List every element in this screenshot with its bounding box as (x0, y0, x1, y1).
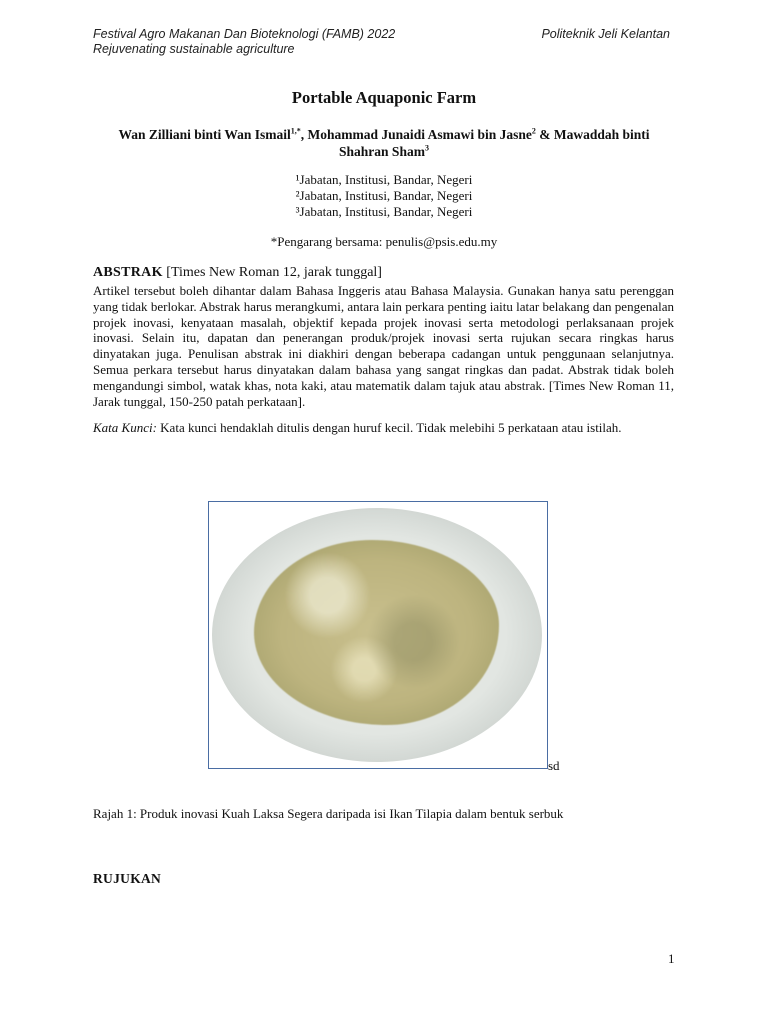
abstract-text: Artikel tersebut boleh dihantar dalam Bahasa Inggeris atau Bahasa Malaysia. Gunakan hanya satu perenggan yang tidak berlokar. Abstrak harus merangkumi, antara lain perkara penting iaitu latar belakang dan pengenalan projek inovasi, kenyataan masalah, objektif kepada projek inovasi serta metodologi perlaksanaan projek inovasi. Selain itu, dapatan dan penerangan produk/projek inovasi serta rujukan secara ringkas harus dinyatakan juga. Penulisan abstrak ini diakhiri dengan beberapa cadangan untuk penggunaan selanjutnya. Semua perkara tersebut harus dinyatakan dalam bahasa yang sangat ringkas dan padat. Abstrak tidak boleh mengandungi simbol, watak khas, nota kaki, atau matematik dalam tajuk atau abstrak. [Times New Roman 11, Jarak tunggal, 150-250 patah perkataan]. (93, 283, 674, 409)
abstract-heading: ABSTRAK (93, 265, 163, 280)
author-1-affiliation-mark: 1,* (290, 126, 301, 136)
author-1: Wan Zilliani binti Wan Ismail (118, 127, 291, 142)
figure-stray-text: sd (548, 758, 560, 773)
keywords-label: Kata Kunci: (93, 420, 157, 435)
references-heading: RUJUKAN (93, 871, 162, 886)
running-header-right: Politeknik Jeli Kelantan (541, 27, 670, 41)
corresponding-author: *Pengarang bersama: penulis@psis.edu.my (270, 234, 498, 249)
abstract-format-note: [Times New Roman 12, jarak tunggal] (166, 265, 382, 280)
affiliation-1: ¹Jabatan, Institusi, Bandar, Negeri (295, 172, 473, 187)
author-separator: , (300, 127, 308, 142)
paper-title: Portable Aquaponic Farm (291, 88, 477, 107)
running-header-left (93, 27, 395, 57)
keywords-text: Kata kunci hendaklah ditulis dengan huruf kecil. Tidak melebihi 5 perkataan atau istilah. (160, 420, 622, 435)
author-2: Mohammad Junaidi Asmawi bin Jasne (307, 127, 532, 142)
page-number: 1 (668, 951, 675, 966)
affiliation-3: ³Jabatan, Institusi, Bandar, Negeri (295, 204, 473, 219)
conference-name: Festival Agro Makanan Dan Bioteknologi (FAMB) 2022 (93, 27, 396, 41)
author-2-affiliation-mark: 2 (531, 126, 536, 136)
author-list (100, 126, 668, 160)
abstract-heading-line (93, 265, 382, 281)
author-3-affiliation-mark: 3 (424, 143, 429, 153)
conference-tagline: Rejuvenating sustainable agriculture (93, 42, 295, 56)
figure-1-image (208, 501, 548, 769)
affiliation-2: ²Jabatan, Institusi, Bandar, Negeri (295, 188, 473, 203)
affiliations (0, 172, 768, 220)
keywords (93, 420, 693, 436)
figure-1-caption: Rajah 1: Produk inovasi Kuah Laksa Segera daripada isi Ikan Tilapia dalam bentuk serbuk (93, 806, 564, 821)
author-separator: & (535, 127, 554, 142)
author-3: Mawaddah binti Shahran Sham (339, 127, 650, 159)
